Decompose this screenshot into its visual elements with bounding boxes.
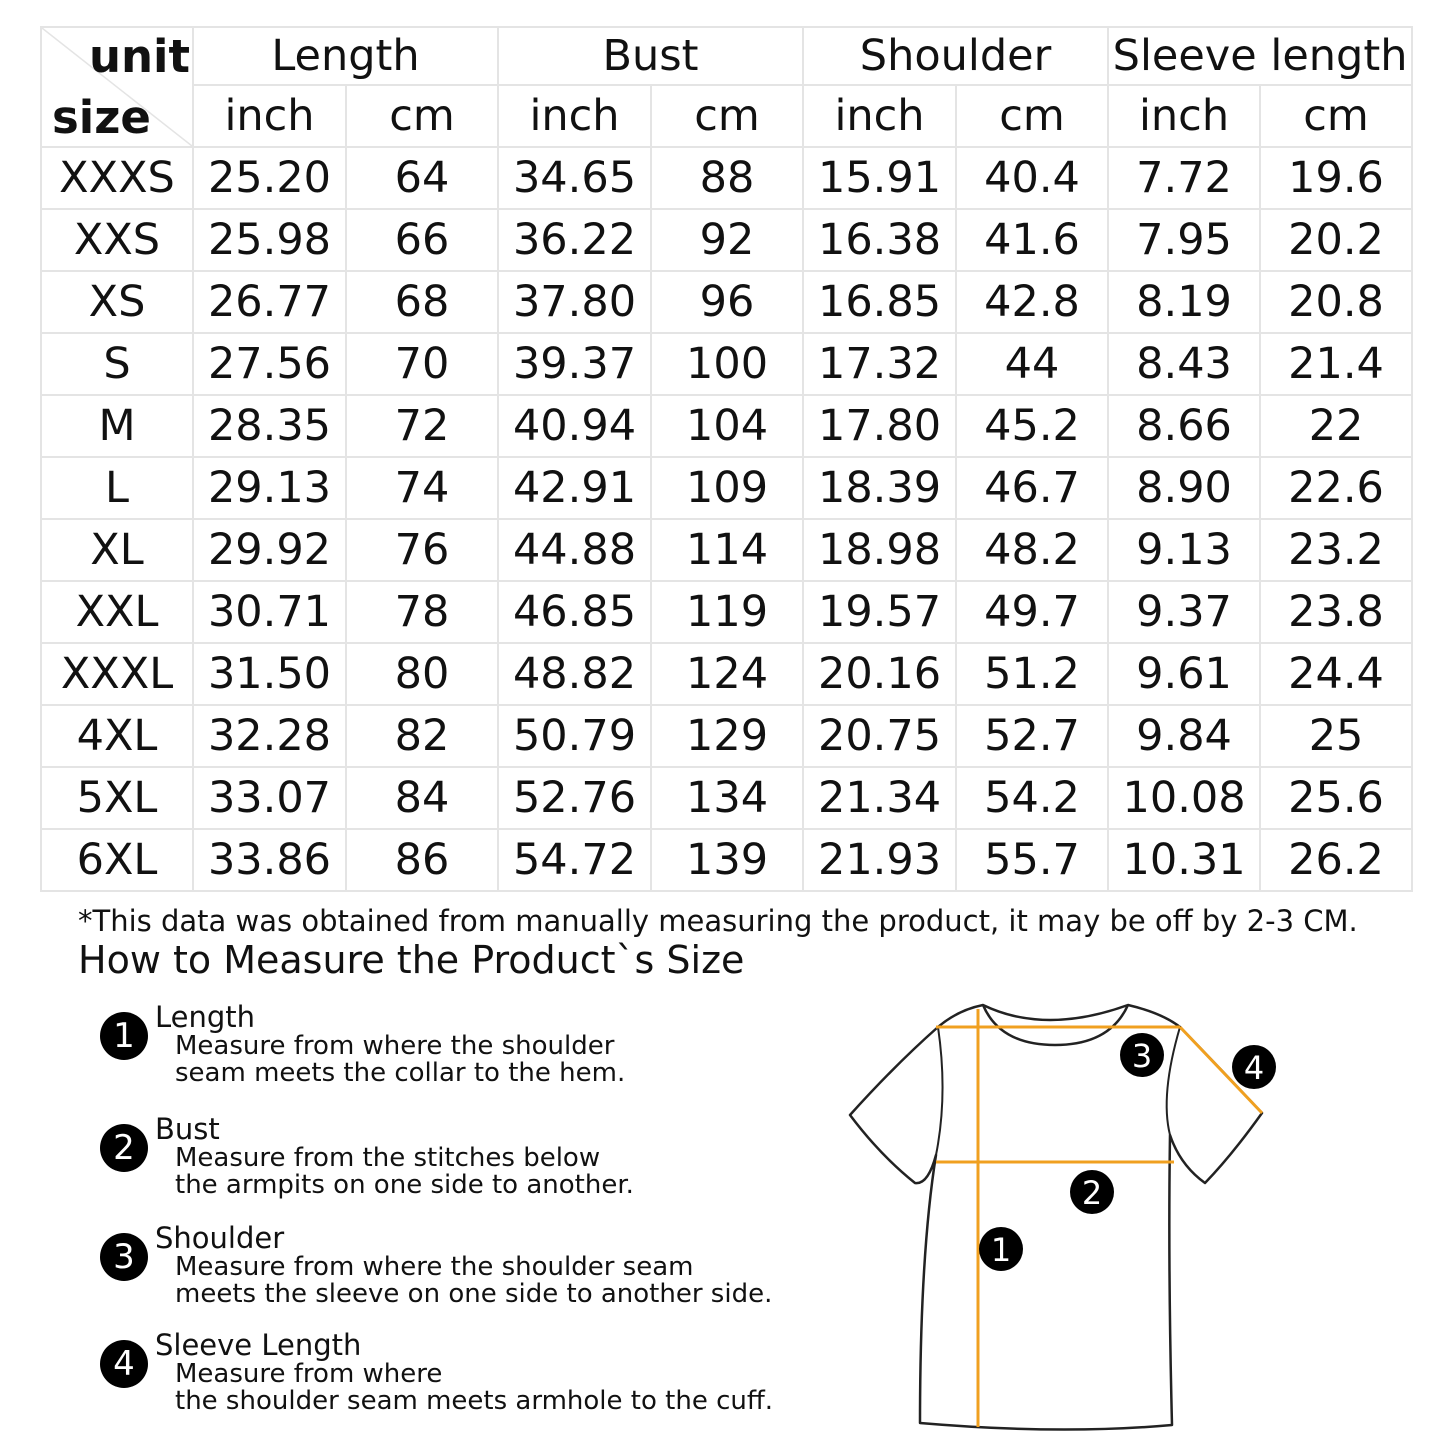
value-cell: 29.13 [193,457,346,519]
size-cell: L [41,457,193,519]
unit-header: cm [346,85,498,147]
step-description-line: meets the sleeve on one side to another side. [175,1279,773,1309]
value-cell: 80 [346,643,498,705]
value-cell: 30.71 [193,581,346,643]
table-body [41,147,1412,891]
value-cell: 66 [346,209,498,271]
value-cell: 25.6 [1260,767,1412,829]
value-cell: 88 [651,147,803,209]
size-cell: XL [41,519,193,581]
size-cell: XXXL [41,643,193,705]
value-cell: 9.13 [1108,519,1260,581]
size-cell: XXS [41,209,193,271]
value-cell: 36.22 [498,209,651,271]
value-cell: 16.85 [803,271,956,333]
size-cell: XS [41,271,193,333]
unit-label: unit [88,30,190,83]
table-row [41,767,1412,829]
size-cell: XXXS [41,147,193,209]
unit-header: inch [498,85,651,147]
marker-2 [1070,1170,1114,1214]
value-cell: 33.86 [193,829,346,891]
value-cell: 19.57 [803,581,956,643]
step-description [175,1361,773,1415]
table-row [41,147,1412,209]
value-cell: 8.90 [1108,457,1260,519]
measure-guide-title: How to Measure the Product`s Size [78,938,745,982]
value-cell: 129 [651,705,803,767]
value-cell: 54.72 [498,829,651,891]
header-shoulder: Shoulder [803,27,1108,85]
value-cell: 86 [346,829,498,891]
step-description-line: Measure from where the shoulder seam [175,1252,694,1282]
value-cell: 72 [346,395,498,457]
table-row [41,457,1412,519]
value-cell: 49.7 [956,581,1108,643]
value-cell: 24.4 [1260,643,1412,705]
value-cell: 9.37 [1108,581,1260,643]
size-chart-table [40,26,1413,892]
size-cell: 5XL [41,767,193,829]
value-cell: 29.92 [193,519,346,581]
value-cell: 21.34 [803,767,956,829]
value-cell: 26.2 [1260,829,1412,891]
step-description-line: Measure from the stitches below [175,1143,601,1173]
value-cell: 34.65 [498,147,651,209]
table-row [41,209,1412,271]
value-cell: 41.6 [956,209,1108,271]
value-cell: 52.76 [498,767,651,829]
marker-2-label: 2 [1081,1174,1103,1212]
table-row [41,643,1412,705]
value-cell: 48.82 [498,643,651,705]
value-cell: 82 [346,705,498,767]
value-cell: 17.80 [803,395,956,457]
size-cell: XXL [41,581,193,643]
marker-3 [1120,1033,1164,1077]
step-description-line: the shoulder seam meets armhole to the cuff. [175,1386,774,1416]
value-cell: 39.37 [498,333,651,395]
value-cell: 17.32 [803,333,956,395]
header-row-units [41,85,1412,147]
value-cell: 92 [651,209,803,271]
value-cell: 19.6 [1260,147,1412,209]
value-cell: 64 [346,147,498,209]
value-cell: 8.19 [1108,271,1260,333]
unit-header: inch [803,85,956,147]
value-cell: 18.98 [803,519,956,581]
value-cell: 68 [346,271,498,333]
step-number-badge: 1 [100,1012,148,1060]
value-cell: 40.4 [956,147,1108,209]
step-description-line: Measure from where the shoulder [175,1031,615,1061]
table-row [41,519,1412,581]
value-cell: 20.8 [1260,271,1412,333]
unit-header: inch [1108,85,1260,147]
size-cell: 6XL [41,829,193,891]
value-cell: 37.80 [498,271,651,333]
value-cell: 21.93 [803,829,956,891]
value-cell: 44.88 [498,519,651,581]
value-cell: 15.91 [803,147,956,209]
value-cell: 7.95 [1108,209,1260,271]
value-cell: 74 [346,457,498,519]
value-cell: 42.8 [956,271,1108,333]
value-cell: 22 [1260,395,1412,457]
step-number-badge: 3 [100,1233,148,1281]
header-bust: Bust [498,27,803,85]
value-cell: 9.61 [1108,643,1260,705]
size-label: size [52,91,151,144]
value-cell: 28.35 [193,395,346,457]
unit-header: cm [1260,85,1412,147]
header-sleeve-length: Sleeve length [1108,27,1412,85]
table-row [41,271,1412,333]
value-cell: 23.8 [1260,581,1412,643]
value-cell: 23.2 [1260,519,1412,581]
value-cell: 25.20 [193,147,346,209]
marker-1 [979,1227,1023,1271]
step-title: Length [155,1000,256,1034]
step-title: Shoulder [155,1221,285,1255]
step-description [175,1254,772,1308]
value-cell: 21.4 [1260,333,1412,395]
value-cell: 100 [651,333,803,395]
value-cell: 27.56 [193,333,346,395]
value-cell: 52.7 [956,705,1108,767]
header-length: Length [193,27,498,85]
value-cell: 32.28 [193,705,346,767]
marker-1-label: 1 [990,1231,1012,1269]
value-cell: 114 [651,519,803,581]
table-row [41,333,1412,395]
value-cell: 20.2 [1260,209,1412,271]
step-title: Sleeve Length [155,1328,362,1362]
value-cell: 10.31 [1108,829,1260,891]
size-cell: S [41,333,193,395]
tshirt-diagram [840,995,1280,1440]
table-row [41,581,1412,643]
value-cell: 54.2 [956,767,1108,829]
value-cell: 76 [346,519,498,581]
value-cell: 139 [651,829,803,891]
value-cell: 10.08 [1108,767,1260,829]
value-cell: 25.98 [193,209,346,271]
value-cell: 109 [651,457,803,519]
value-cell: 78 [346,581,498,643]
size-cell: 4XL [41,705,193,767]
value-cell: 42.91 [498,457,651,519]
tshirt-outline [850,1005,1265,1430]
unit-header: inch [193,85,346,147]
value-cell: 134 [651,767,803,829]
step-description-line: Measure from where [175,1359,443,1389]
table-row [41,395,1412,457]
marker-4-label: 4 [1243,1049,1265,1087]
marker-3-label: 3 [1131,1037,1153,1075]
unit-header: cm [651,85,803,147]
value-cell: 50.79 [498,705,651,767]
value-cell: 9.84 [1108,705,1260,767]
value-cell: 40.94 [498,395,651,457]
value-cell: 20.16 [803,643,956,705]
value-cell: 20.75 [803,705,956,767]
value-cell: 45.2 [956,395,1108,457]
measurement-disclaimer: *This data was obtained from manually measuring the product, it may be off by 2-3 CM. [78,904,1358,938]
header-row-measurements [41,27,1412,85]
value-cell: 96 [651,271,803,333]
value-cell: 22.6 [1260,457,1412,519]
step-number-badge: 4 [100,1340,148,1388]
value-cell: 7.72 [1108,147,1260,209]
value-cell: 51.2 [956,643,1108,705]
value-cell: 46.85 [498,581,651,643]
value-cell: 26.77 [193,271,346,333]
table-row [41,705,1412,767]
value-cell: 18.39 [803,457,956,519]
value-cell: 48.2 [956,519,1108,581]
value-cell: 124 [651,643,803,705]
value-cell: 104 [651,395,803,457]
value-cell: 31.50 [193,643,346,705]
value-cell: 44 [956,333,1108,395]
value-cell: 33.07 [193,767,346,829]
value-cell: 8.66 [1108,395,1260,457]
step-description [175,1033,625,1087]
step-title: Bust [155,1112,220,1146]
marker-4 [1232,1045,1276,1089]
value-cell: 55.7 [956,829,1108,891]
value-cell: 84 [346,767,498,829]
unit-header: cm [956,85,1108,147]
corner-cell [41,27,193,147]
value-cell: 16.38 [803,209,956,271]
value-cell: 25 [1260,705,1412,767]
value-cell: 46.7 [956,457,1108,519]
step-description [175,1145,634,1199]
value-cell: 8.43 [1108,333,1260,395]
step-number-badge: 2 [100,1124,148,1172]
size-cell: M [41,395,193,457]
step-description-line: seam meets the collar to the hem. [175,1058,626,1088]
value-cell: 70 [346,333,498,395]
table-row [41,829,1412,891]
value-cell: 119 [651,581,803,643]
step-description-line: the armpits on one side to another. [175,1170,634,1200]
